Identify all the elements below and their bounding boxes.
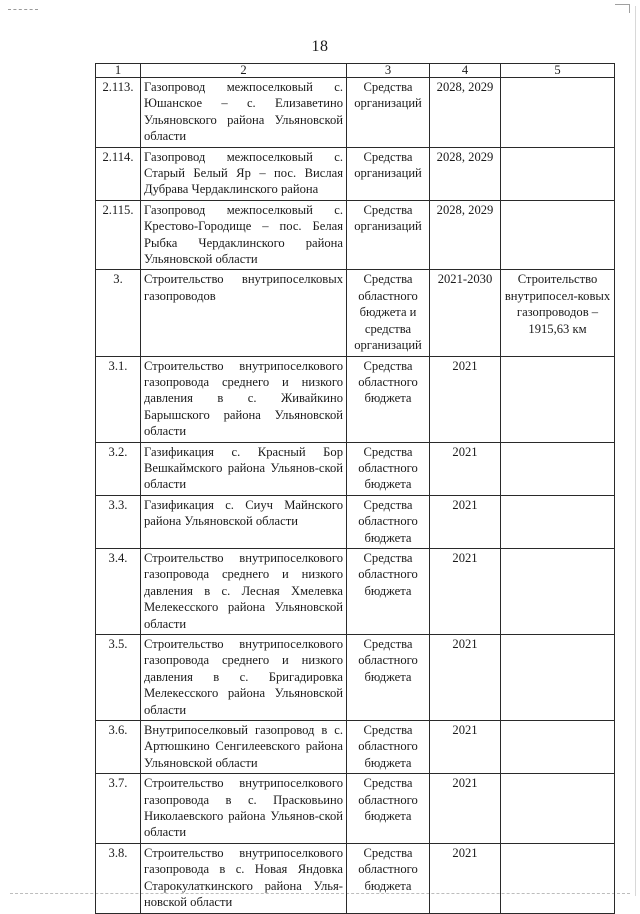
item-number: 3.5. bbox=[96, 635, 141, 721]
item-name: Строительство внутрипоселкового газопровода в с. Новая Яндовка Старокулаткинского района Улья-новской области bbox=[141, 843, 347, 913]
implementation-years: 2021 bbox=[430, 774, 501, 844]
funding-source: Средства областного бюджета bbox=[347, 774, 430, 844]
column-header: 2 bbox=[141, 64, 347, 78]
implementation-years: 2021 bbox=[430, 548, 501, 634]
expected-result bbox=[501, 200, 615, 270]
item-name: Газификация с. Красный Бор Вешкаймского района Ульянов-ской области bbox=[141, 442, 347, 495]
table-row bbox=[96, 270, 615, 356]
page-number: 18 bbox=[311, 38, 329, 55]
expected-result bbox=[501, 78, 615, 148]
item-number: 3.6. bbox=[96, 721, 141, 774]
table-row bbox=[96, 147, 615, 200]
item-name: Газопровод межпоселковый с. Крестово-Городище – пос. Белая Рыбка Чердаклинского района Ульяновской области bbox=[141, 200, 347, 270]
column-header: 3 bbox=[347, 64, 430, 78]
table-row bbox=[96, 495, 615, 548]
expected-result: Строительство внутрипосел-ковых газопроводов – 1915,63 км bbox=[501, 270, 615, 356]
funding-source: Средства организаций bbox=[347, 147, 430, 200]
program-table bbox=[95, 63, 615, 914]
item-number: 2.113. bbox=[96, 78, 141, 148]
item-number: 2.115. bbox=[96, 200, 141, 270]
table-row bbox=[96, 774, 615, 844]
expected-result bbox=[501, 721, 615, 774]
item-number: 3.1. bbox=[96, 356, 141, 442]
item-number: 3.7. bbox=[96, 774, 141, 844]
item-number: 3.8. bbox=[96, 843, 141, 913]
item-number: 3. bbox=[96, 270, 141, 356]
table-row bbox=[96, 548, 615, 634]
column-header: 1 bbox=[96, 64, 141, 78]
table-row bbox=[96, 843, 615, 913]
scan-edge-right bbox=[635, 6, 636, 896]
funding-source: Средства областного бюджета bbox=[347, 843, 430, 913]
expected-result bbox=[501, 843, 615, 913]
expected-result bbox=[501, 774, 615, 844]
implementation-years: 2021 bbox=[430, 356, 501, 442]
item-number: 3.3. bbox=[96, 495, 141, 548]
scan-edge-top bbox=[8, 9, 38, 10]
column-header: 4 bbox=[430, 64, 501, 78]
item-number: 3.4. bbox=[96, 548, 141, 634]
implementation-years: 2028, 2029 bbox=[430, 200, 501, 270]
funding-source: Средства областного бюджета bbox=[347, 548, 430, 634]
column-header: 5 bbox=[501, 64, 615, 78]
implementation-years: 2021-2030 bbox=[430, 270, 501, 356]
funding-source: Средства областного бюджета и средства организаций bbox=[347, 270, 430, 356]
funding-source: Средства областного бюджета bbox=[347, 495, 430, 548]
funding-source: Средства областного бюджета bbox=[347, 721, 430, 774]
item-name: Строительство внутрипоселкового газопровода среднего и низкого давления в с. Бригадировка Мелекесского района Ульяновской области bbox=[141, 635, 347, 721]
implementation-years: 2021 bbox=[430, 843, 501, 913]
expected-result bbox=[501, 356, 615, 442]
item-name: Строительство внутрипоселкового газопровода среднего и низкого давления в с. Живайкино Барышского района Ульяновской области bbox=[141, 356, 347, 442]
funding-source: Средства областного бюджета bbox=[347, 442, 430, 495]
implementation-years: 2028, 2029 bbox=[430, 78, 501, 148]
item-number: 2.114. bbox=[96, 147, 141, 200]
table-row bbox=[96, 635, 615, 721]
table-row bbox=[96, 442, 615, 495]
expected-result bbox=[501, 147, 615, 200]
expected-result bbox=[501, 548, 615, 634]
item-name: Строительство внутрипоселкового газопровода в с. Прасковьино Николаевского района Ульянов-ской области bbox=[141, 774, 347, 844]
implementation-years: 2021 bbox=[430, 721, 501, 774]
funding-source: Средства областного бюджета bbox=[347, 635, 430, 721]
scan-corner-mark bbox=[615, 4, 630, 13]
expected-result bbox=[501, 495, 615, 548]
item-name: Газопровод межпоселковый с. Юшанское – с. Елизаветино Ульяновского района Ульяновской области bbox=[141, 78, 347, 148]
item-number: 3.2. bbox=[96, 442, 141, 495]
implementation-years: 2028, 2029 bbox=[430, 147, 501, 200]
table-row bbox=[96, 721, 615, 774]
table-header-row bbox=[96, 64, 615, 78]
table-row bbox=[96, 200, 615, 270]
table-row bbox=[96, 78, 615, 148]
funding-source: Средства организаций bbox=[347, 78, 430, 148]
item-name: Газопровод межпоселковый с. Старый Белый Яр – пос. Вислая Дубрава Чердаклинского района bbox=[141, 147, 347, 200]
item-name: Строительство внутрипоселкового газопровода среднего и низкого давления в с. Лесная Хмелевка Мелекесского района Ульяновской области bbox=[141, 548, 347, 634]
item-name: Строительство внутрипоселковых газопроводов bbox=[141, 270, 347, 356]
expected-result bbox=[501, 635, 615, 721]
item-name: Внутрипоселковый газопровод в с. Артюшкино Сенгилеевского района Ульяновской области bbox=[141, 721, 347, 774]
item-name: Газификация с. Сиуч Майнского района Ульяновской области bbox=[141, 495, 347, 548]
funding-source: Средства областного бюджета bbox=[347, 356, 430, 442]
expected-result bbox=[501, 442, 615, 495]
implementation-years: 2021 bbox=[430, 442, 501, 495]
table-row bbox=[96, 356, 615, 442]
implementation-years: 2021 bbox=[430, 635, 501, 721]
funding-source: Средства организаций bbox=[347, 200, 430, 270]
implementation-years: 2021 bbox=[430, 495, 501, 548]
